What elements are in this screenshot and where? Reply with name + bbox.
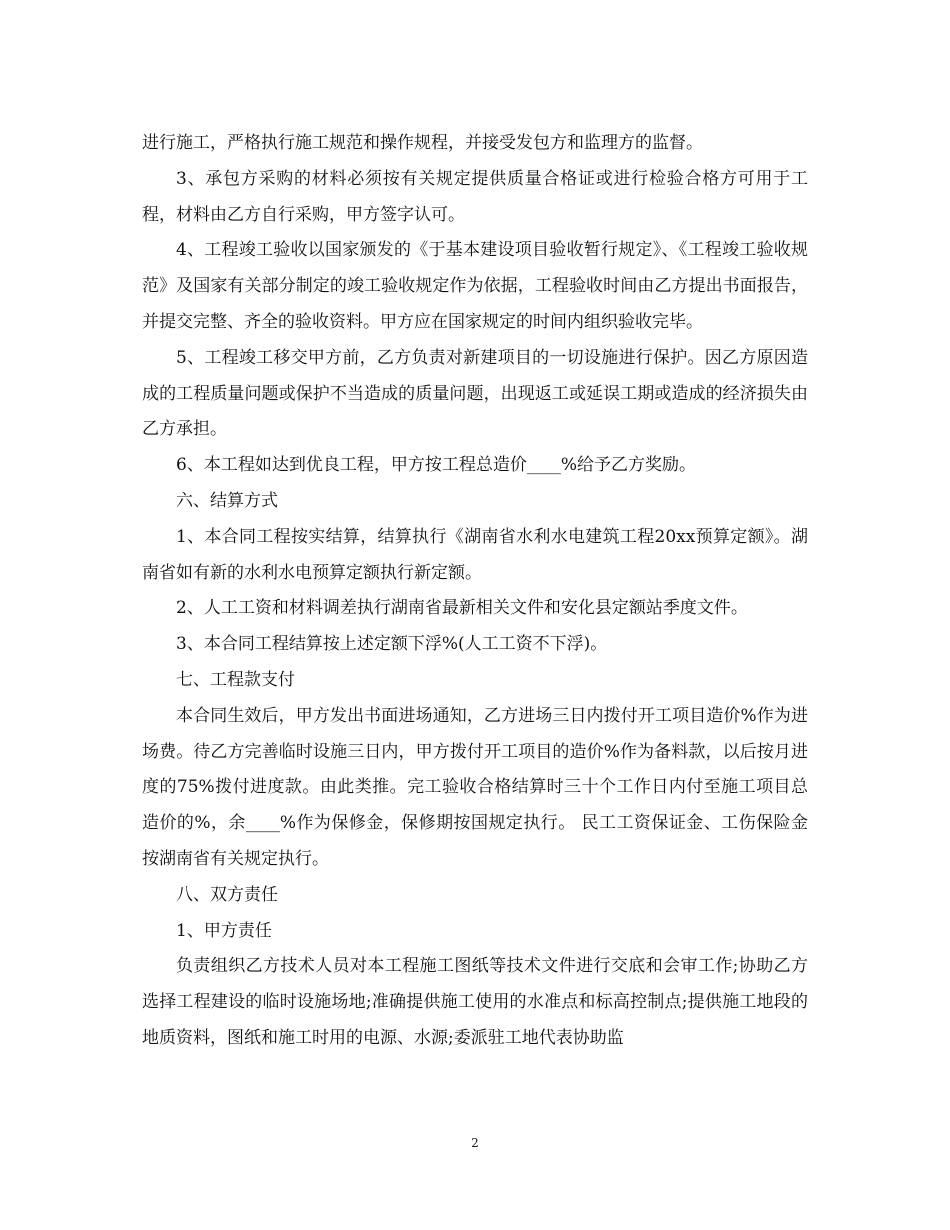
subsection-heading: 1、甲方责任 (176, 920, 272, 941)
paragraph: 5、工程竣工移交甲方前，乙方负责对新建项目的一切设施进行保护。因乙方原因造成的工程质量问题或保护不当造成的质量问题，出现返工或延误工期或造成的经济损失由乙方承担。 (142, 347, 808, 440)
page-number: 2 (471, 1136, 479, 1150)
paragraph: 3、承包方采购的材料必须按有关规定提供质量合格证或进行检验合格方可用于工程，材料由乙方自行采购，甲方签字认可。 (142, 168, 808, 225)
section-heading: 七、工程款支付 (176, 669, 295, 690)
document-body (142, 126, 808, 1057)
paragraph: 2、人工工资和材料调差执行湖南省最新相关文件和安化县定额站季度文件。 (176, 598, 748, 619)
section-heading: 六、结算方式 (176, 490, 278, 511)
paragraph: 6、本工程如达到优良工程，甲方按工程总造价____%给予乙方奖励。 (176, 455, 696, 476)
paragraph: 4、工程竣工验收以国家颁发的《于基本建设项目验收暂行规定》、《工程竣工验收规范》及国家有关部分制定的竣工验收规定作为依据，工程验收时间由乙方提出书面报告，并提交完整、齐全的验收资料。甲方应在国家规定的时间内组织验收完毕。 (142, 240, 808, 332)
paragraph: 1、本合同工程按实结算，结算执行《湖南省水利水电建筑工程20xx预算定额》。湖南省如有新的水利水电预算定额执行新定额。 (142, 526, 808, 583)
section-heading: 八、双方责任 (176, 884, 278, 905)
paragraph: 进行施工，严格执行施工规范和操作规程，并接受发包方和监理方的监督。 (142, 133, 703, 153)
paragraph: 3、本合同工程结算按上述定额下浮%(人工工资不下浮)。 (176, 634, 608, 655)
paragraph: 负责组织乙方技术人员对本工程施工图纸等技术文件进行交底和会审工作;协助乙方选择工程建设的临时设施场地;准确提供施工使用的水准点和标高控制点;提供施工地段的地质资料，图纸和施工时用的电源、水源;委派驻工地代表协助监 (142, 956, 808, 1048)
paragraph: 本合同生效后，甲方发出书面进场通知，乙方进场三日内拨付开工项目造价%作为进场费。待乙方完善临时设施三日内，甲方拨付开工项目的造价%作为备料款，以后按月进度的75%拨付进度款。由此类推。完工验收合格结算时三十个工作日内付至施工项目总造价的%，余____%作为保修金，保修期按国规定执行。 民工工资保证金、工伤保险金按湖南省有关规定执行。 (142, 705, 808, 869)
